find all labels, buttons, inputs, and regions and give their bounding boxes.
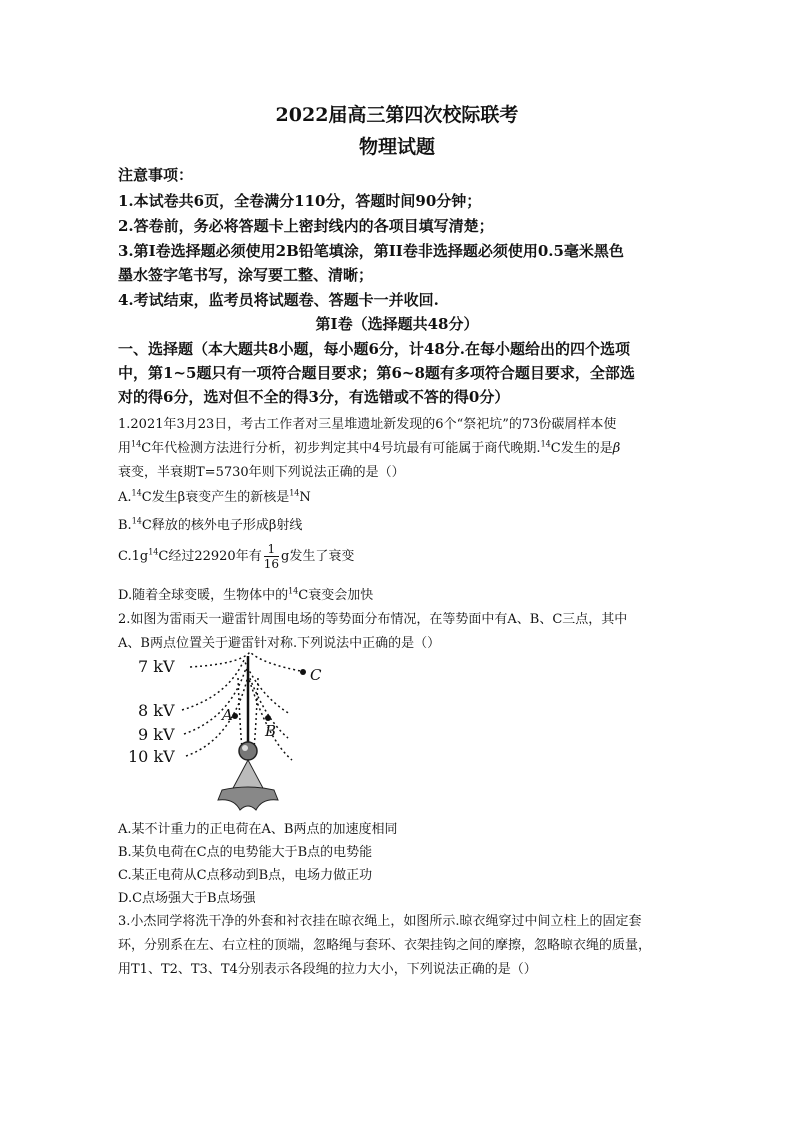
- point-a-label: A: [222, 706, 233, 724]
- q2-option-d: D.C点场强大于B点场强: [118, 891, 256, 906]
- notice-item: 墨水签字笔书写，涂写要工整、清晰；: [118, 266, 374, 284]
- rod-base: [218, 787, 278, 810]
- q2-option-b: B.某负电荷在C点的电势能大于B点的电势能: [118, 845, 373, 860]
- q2-stem-line2: A、B两点位置关于避雷针对称.下列说法中正确的是（）: [118, 636, 441, 651]
- exam-title: 2022届高三第四次校际联考: [275, 104, 519, 126]
- equipotential-label-9kv: 9 kV: [138, 725, 175, 744]
- equipotential-label-8kv: 8 kV: [138, 701, 175, 720]
- q1-option-c: $C.1g^{14}C$经过22920年有 $\frac{1}{16}$ g发生了衰变: [118, 542, 355, 571]
- lightning-rod-figure: [120, 648, 340, 816]
- equipotential-label-7kv: 7 kV: [138, 657, 175, 676]
- part1-instructions: 中，第1~5题只有一项符合题目要求；第6~8题有多项符合题目要求，全部选: [118, 364, 635, 382]
- q3-stem-line3: 用T1、T2、T3、T4分别表示各段绳的拉力大小，下列说法正确的是（）: [118, 962, 537, 977]
- part1-instructions: 对的得6分，选对但不全的得3分，有选错或不答的得0分）: [118, 388, 510, 406]
- notice-heading: 注意事项：: [118, 166, 194, 184]
- part1-heading: 第I卷（选择题共48分）: [315, 315, 479, 333]
- point-a-marker: [232, 713, 238, 719]
- q2-stem-line1: 2.如图为雷雨天一避雷针周围电场的等势面分布情况，在等势面中有A、B、C三点，其中: [118, 612, 628, 627]
- field-line: [238, 678, 242, 748]
- equipotential-label-10kv: 10 kV: [128, 747, 175, 766]
- q2-option-c: C.某正电荷从C点移动到B点，电场力做正功: [118, 868, 373, 883]
- q1-option-d: D.随着全球变暖，生物体中的$^{14}$C衰变会加快: [118, 586, 374, 603]
- q1-stem-line1: 1.2021年3月23日，考古工作者对三星堆遗址新发现的6个“祭祀坑”的73份碳屑样本使: [118, 417, 617, 432]
- notice-item: 3.第I卷选择题必须使用2B铅笔填涂，第II卷非选择题必须使用0.5毫米黑色: [118, 242, 624, 260]
- q1-option-b: B.$^{14}$C释放的核外电子形成β射线: [118, 516, 303, 533]
- point-c-label: C: [310, 666, 322, 684]
- rod-stand: [232, 760, 264, 790]
- notice-item: 1.本试卷共6页，全卷满分110分，答题时间90分钟；: [118, 192, 482, 210]
- notice-item: 2.答卷前，务必将答题卡上密封线内的各项目填写清楚；: [118, 217, 494, 235]
- point-b-marker: [265, 715, 271, 721]
- rod-ball: [239, 742, 257, 760]
- q1-stem-line3: 衰变，半衰期T=5730年则下列说法正确的是（）: [118, 465, 405, 480]
- q2-option-a: A.某不计重力的正电荷在A、B两点的加速度相同: [118, 822, 398, 837]
- part1-instructions: 一、选择题（本大题共8小题，每小题6分，计48分.在每小题给出的四个选项: [118, 340, 630, 358]
- q1-stem-line2: 用$^{14}$C年代检测方法进行分析，初步判定其中4号坑最有可能属于商代晚期.$^{14}$C发生的是β: [118, 439, 621, 456]
- q3-stem-line2: 环，分别系在左、右立柱的顶端，忽略绳与套环、衣架挂钩之间的摩擦，忽略晾衣绳的质量，: [118, 938, 652, 953]
- q3-stem-line1: 3.小杰同学将洗干净的外套和衬衣挂在晾衣绳上，如图所示.晾衣绳穿过中间立柱上的固定套: [118, 914, 642, 929]
- exam-subject: 物理试题: [358, 136, 435, 158]
- q1-option-a: A.$^{14}$C发生β衰变产生的新核是$^{14}$N: [118, 488, 311, 505]
- notice-item: 4.考试结束，监考员将试题卷、答题卡一并收回.: [118, 291, 439, 309]
- equipotential-8kv: [182, 660, 290, 714]
- point-b-label: B: [265, 722, 277, 740]
- point-c-marker: [300, 669, 306, 675]
